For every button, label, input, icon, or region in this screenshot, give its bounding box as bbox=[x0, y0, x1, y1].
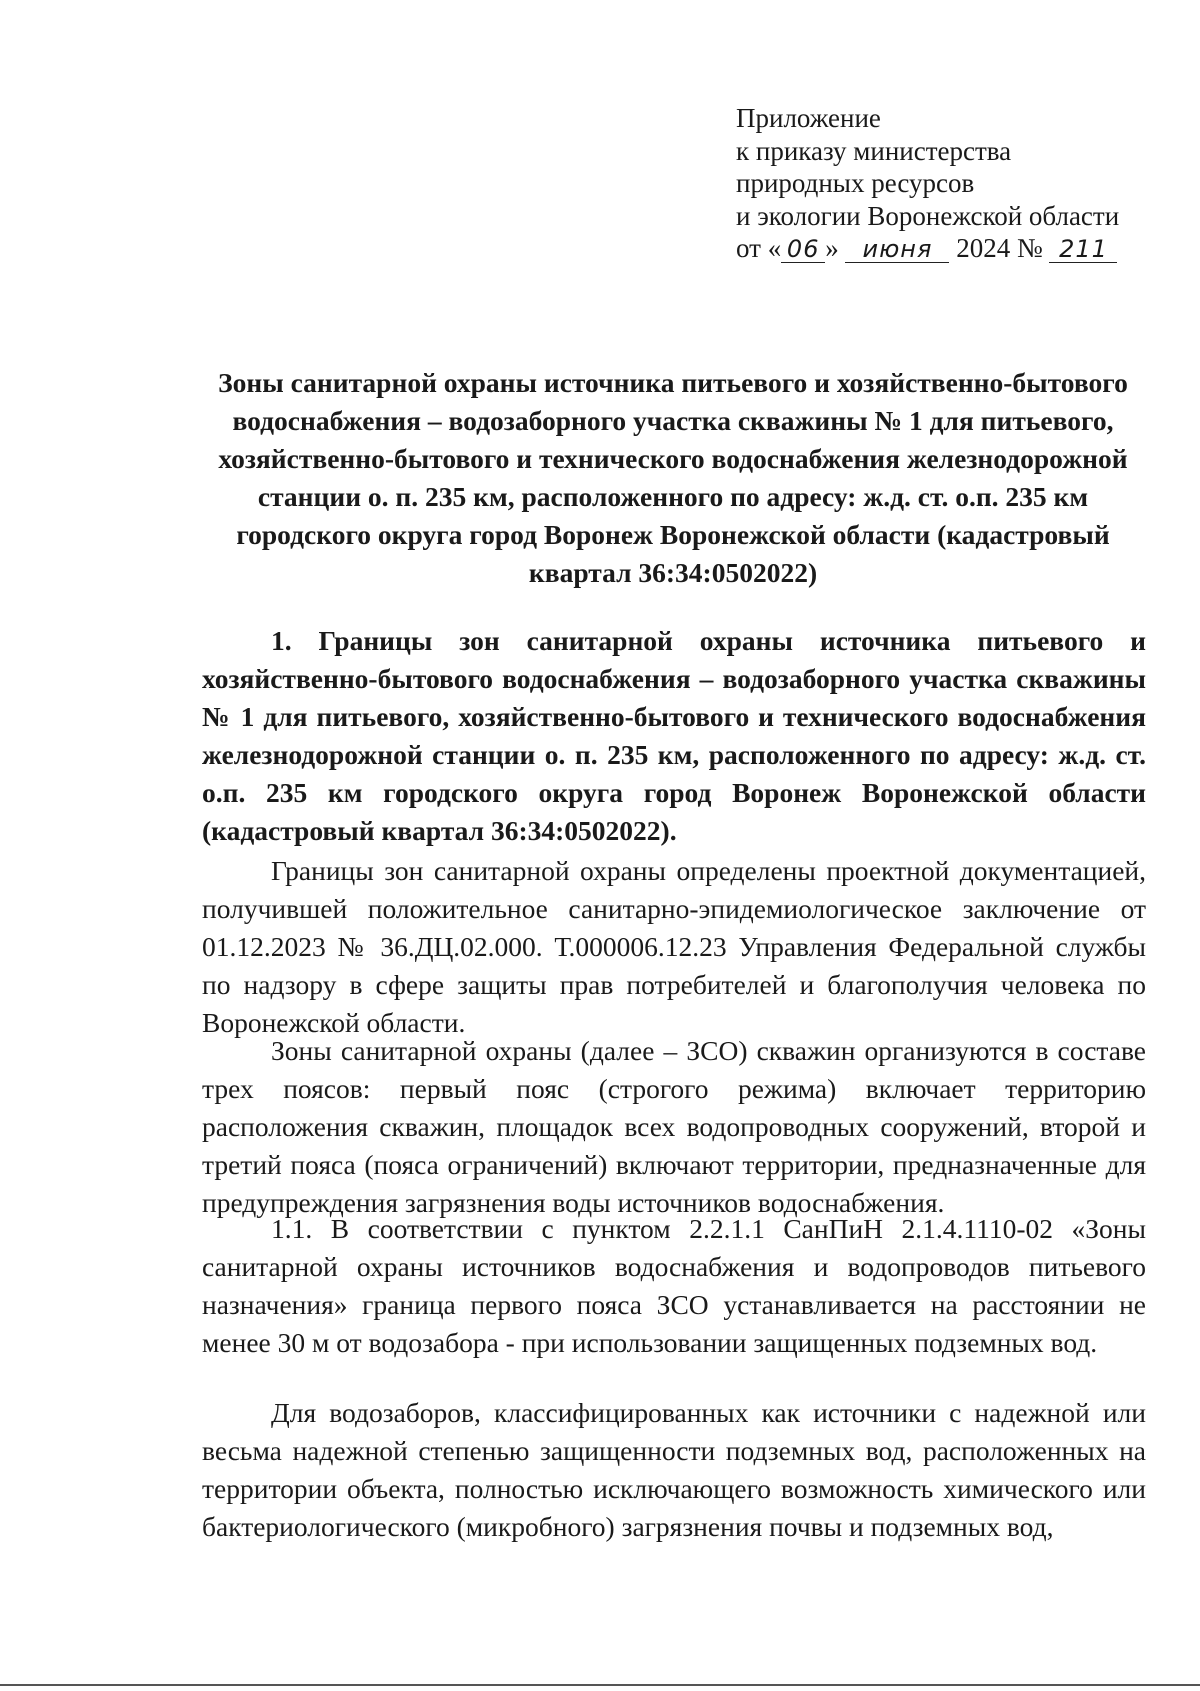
paragraph-sanpin: 1.1. В соответствии с пунктом 2.2.1.1 СанПиН 2.1.4.1110-02 «Зоны санитарной охраны источников водоснабжения и водопроводов питьевого назначения» граница первого пояса ЗСО устанавливается на расстоянии не менее 30 м от водозабора - при использовании защищенных подземных вод. bbox=[202, 1213, 1146, 1358]
bottom-scan-edge bbox=[0, 1684, 1200, 1686]
handwritten-month: июня bbox=[845, 236, 949, 263]
date-prefix: от « bbox=[736, 233, 782, 263]
paragraph-boundaries: Границы зон санитарной охраны определены проектной документацией, получившей положительное санитарно-эпидемиологическое заключение от 01.12.2023 № 36.ДЦ.02.000. Т.000006.12.23 Управления Федеральной службы по надзору в сфере защиты прав потребителей и благополучия человека по Воронежской области. bbox=[202, 855, 1146, 1038]
appendix-header bbox=[736, 102, 1156, 265]
section-heading: 1. Границы зон санитарной охраны источника питьевого и хозяйственно-бытового водоснабжения – водозаборного участка скважины № 1 для питьевого, хозяйственно-бытового и технического водоснабжения железнодорожной станции о. п. 235 км, расположенного по адресу: ж.д. ст. о.п. 235 км городского округа город Воронеж Воронежской области (кадастровый квартал 36:34:0502022). bbox=[202, 625, 1146, 846]
appendix-date-line bbox=[736, 232, 1156, 265]
document-title: Зоны санитарной охраны источника питьевого и хозяйственно-бытового водоснабжения – водозаборного участка скважины № 1 для питьевого, хозяйственно-бытового и технического водоснабжения железнодорожной станции о. п. 235 км, расположенного по адресу: ж.д. ст. о.п. 235 км городского округа город Воронеж Воронежской области (кадастровый квартал 36:34:0502022) bbox=[218, 367, 1128, 588]
paragraph-block bbox=[202, 1210, 1146, 1362]
date-mid: » bbox=[825, 233, 846, 263]
handwritten-order-number: 211 bbox=[1049, 236, 1117, 263]
appendix-label: Приложение bbox=[736, 103, 881, 133]
paragraph-block bbox=[202, 1394, 1146, 1546]
appendix-line-ministry: природных ресурсов bbox=[736, 168, 975, 198]
appendix-line-region: и экологии Воронежской области bbox=[736, 200, 1120, 231]
handwritten-day: 06 bbox=[781, 236, 825, 263]
paragraph-block bbox=[202, 852, 1146, 1042]
paragraph-water-intakes: Для водозаборов, классифицированных как источники с надежной или весьма надежной степенью защищенности подземных вод, расположенных на территории объекта, полностью исключающего возможность химического или бактериологического (микробного) загрязнения почвы и подземных вод, bbox=[202, 1397, 1146, 1542]
paragraph-block bbox=[202, 1032, 1146, 1222]
date-year: 2024 № bbox=[949, 233, 1050, 263]
appendix-line-order: к приказу министерства bbox=[736, 135, 1012, 166]
paragraph-zones: Зоны санитарной охраны (далее – ЗСО) скважин организуются в составе трех поясов: первый пояс (строгого режима) включает территорию расположения скважин, площадок всех водопроводных сооружений, второй и третий пояса (пояса ограничений) включают территории, предназначенные для предупреждения загрязнения воды источников водоснабжения. bbox=[202, 1035, 1146, 1218]
